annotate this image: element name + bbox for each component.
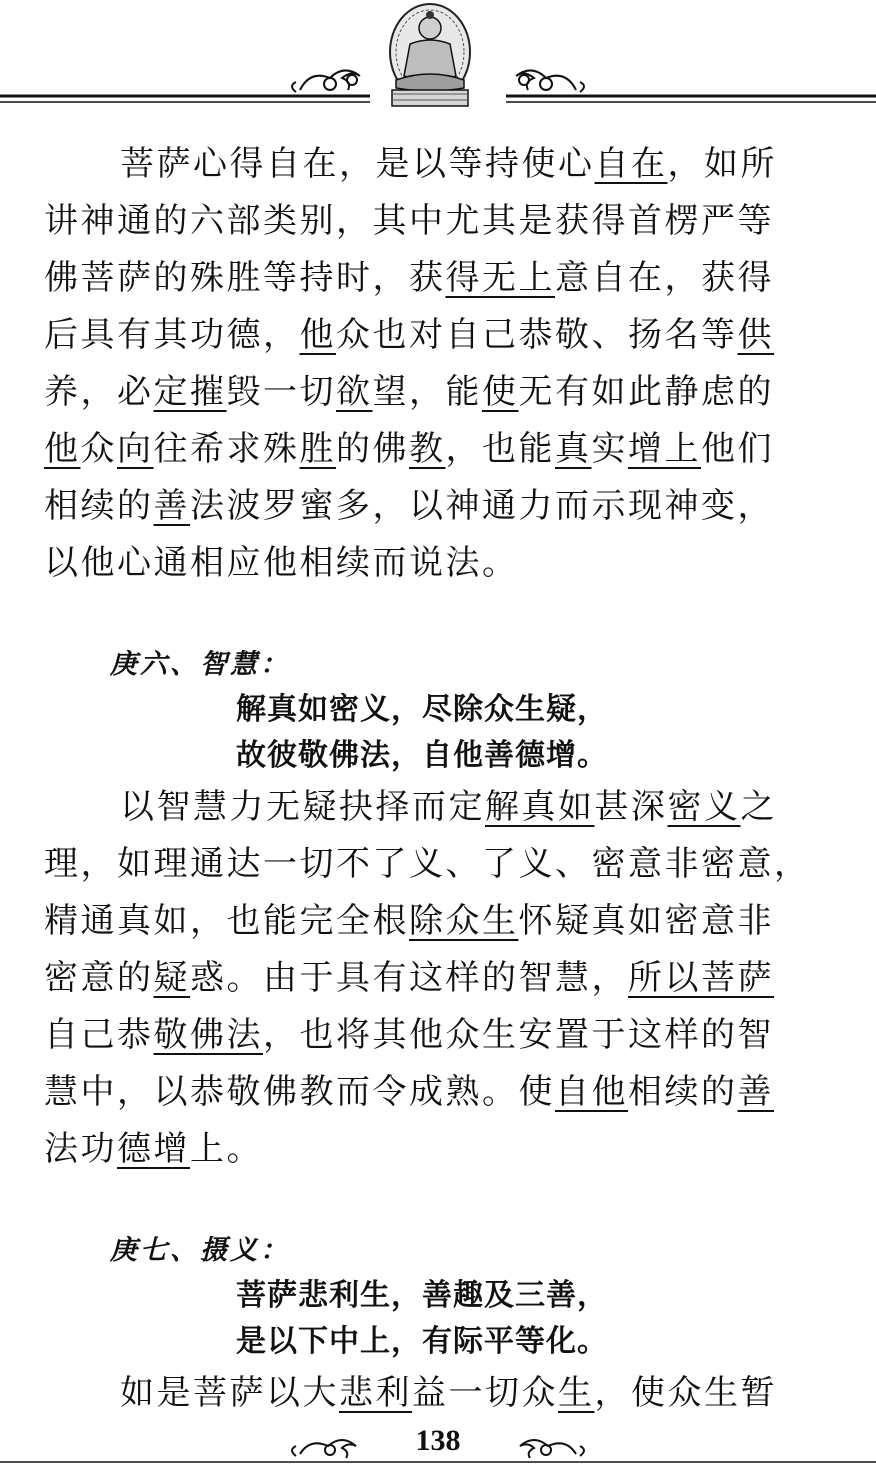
text-line <box>44 893 836 950</box>
text-run: 以他心通相应他相续而说法。 <box>44 543 519 583</box>
underlined-text: 供 <box>737 315 774 355</box>
text-run: 往希求殊 <box>153 429 300 469</box>
text-line <box>44 364 836 421</box>
paragraph-summary-commentary <box>44 1365 836 1422</box>
text-run: 养，必 <box>44 372 154 412</box>
text-line <box>44 836 836 893</box>
underlined-text: 增上 <box>628 429 701 469</box>
page-number: 138 <box>415 1424 461 1457</box>
text-run: 毁一切 <box>226 372 336 412</box>
text-line <box>44 421 836 478</box>
underlined-text: 真 <box>555 429 592 469</box>
text-run: 众 <box>80 429 117 469</box>
text-line <box>44 779 836 836</box>
text-line <box>44 136 836 193</box>
header-ornament <box>0 0 876 112</box>
text-run: 怀疑真如密意非 <box>518 901 774 941</box>
underlined-text: 善 <box>153 486 190 526</box>
text-run: 慧中，以恭敬佛教而令成熟。使 <box>44 1072 555 1112</box>
text-run: 密意的 <box>44 958 154 998</box>
text-line <box>44 250 836 307</box>
underlined-text: 欲 <box>336 372 373 412</box>
text-run: 的佛 <box>336 429 409 469</box>
text-run: 上。 <box>190 1129 263 1169</box>
text-line <box>44 1121 836 1178</box>
text-run: 惑。由于具有这样的智慧， <box>190 958 628 998</box>
text-line <box>44 1007 836 1064</box>
underlined-text: 所以菩萨 <box>628 958 774 998</box>
text-run: 甚深 <box>594 787 668 827</box>
underlined-text: 使 <box>482 372 519 412</box>
text-run: 望，能 <box>372 372 482 412</box>
text-run: 他们 <box>701 429 774 469</box>
text-run: 意自在，获得 <box>555 258 774 298</box>
text-run: 法功 <box>44 1129 117 1169</box>
underlined-text: 他 <box>299 315 336 355</box>
verse-summary-line-1: 菩萨悲利生，善趣及三善， <box>236 1278 608 1313</box>
underlined-text: 悲利 <box>339 1373 412 1413</box>
section-heading-summary: 庚七、摄义： <box>110 1235 290 1266</box>
underlined-text: 得无上 <box>445 258 555 298</box>
verse-wisdom-line-2: 故彼敬佛法，自他善德增。 <box>236 738 608 773</box>
text-run: ，也将其他众生安置于这样的智 <box>263 1015 774 1055</box>
underlined-text: 生 <box>558 1373 595 1413</box>
underlined-text: 定摧 <box>153 372 227 412</box>
text-line <box>44 478 836 535</box>
text-run: ，使众生暂 <box>594 1373 777 1413</box>
underlined-text: 除众生 <box>409 901 519 941</box>
text-line <box>44 535 836 592</box>
text-line <box>44 307 836 364</box>
section-heading-wisdom: 庚六、智慧： <box>110 649 290 680</box>
underlined-text: 敬佛法 <box>153 1015 263 1055</box>
text-line <box>44 1064 836 1121</box>
cloud-scroll-right-icon <box>516 70 584 92</box>
text-run: 相续的 <box>44 486 154 526</box>
text-run: 实 <box>591 429 628 469</box>
text-run: 菩萨心得自在，是以等持使心 <box>120 144 595 184</box>
text-run: 众也对自己恭敬、扬名等 <box>336 315 738 355</box>
underlined-text: 德增 <box>117 1129 190 1169</box>
text-run: ，也能 <box>445 429 555 469</box>
page-body <box>44 136 836 1422</box>
verse-wisdom-line-1: 解真如密义，尽除众生疑， <box>236 692 608 727</box>
underlined-text: 自他 <box>555 1072 628 1112</box>
underlined-text: 密义 <box>667 787 741 827</box>
text-run: 佛菩萨的殊胜等持时，获 <box>44 258 446 298</box>
text-run: 后具有其功德， <box>44 315 300 355</box>
text-run: 精通真如，也能完全根 <box>44 901 409 941</box>
text-run: 益一切众 <box>412 1373 558 1413</box>
underlined-text: 他 <box>44 429 81 469</box>
text-run: 理，如理通达一切不了义、了义、密意非密意， <box>44 844 811 884</box>
text-run: 自己恭 <box>44 1015 154 1055</box>
underlined-text: 解真如 <box>485 787 595 827</box>
text-line <box>44 950 836 1007</box>
underlined-text: 向 <box>117 429 154 469</box>
underlined-text: 自在 <box>594 144 668 184</box>
paragraph-wisdom-commentary <box>44 779 836 1178</box>
text-run: 如是菩萨以大 <box>120 1373 339 1413</box>
text-run: 以智慧力无疑抉择而定 <box>120 787 485 827</box>
text-run: 无有如此静虑的 <box>518 372 774 412</box>
paragraph-bodhisattva-freedom <box>44 136 836 592</box>
text-line <box>44 193 836 250</box>
underlined-text: 胜 <box>299 429 336 469</box>
underlined-text: 疑 <box>153 958 190 998</box>
text-run: 之 <box>740 787 777 827</box>
cloud-scroll-left-icon <box>292 70 360 92</box>
underlined-text: 教 <box>409 429 446 469</box>
text-run: 法波罗蜜多，以神通力而示现神变， <box>190 486 774 526</box>
text-run: 讲神通的六部类别，其中尤其是获得首楞严等 <box>44 201 774 241</box>
underlined-text: 善 <box>737 1072 774 1112</box>
verse-summary-line-2: 是以下中上，有际平等化。 <box>236 1324 608 1359</box>
text-line <box>44 1365 836 1422</box>
text-run: ，如所 <box>667 144 777 184</box>
buddha-icon <box>390 4 470 106</box>
text-run: 相续的 <box>628 1072 738 1112</box>
